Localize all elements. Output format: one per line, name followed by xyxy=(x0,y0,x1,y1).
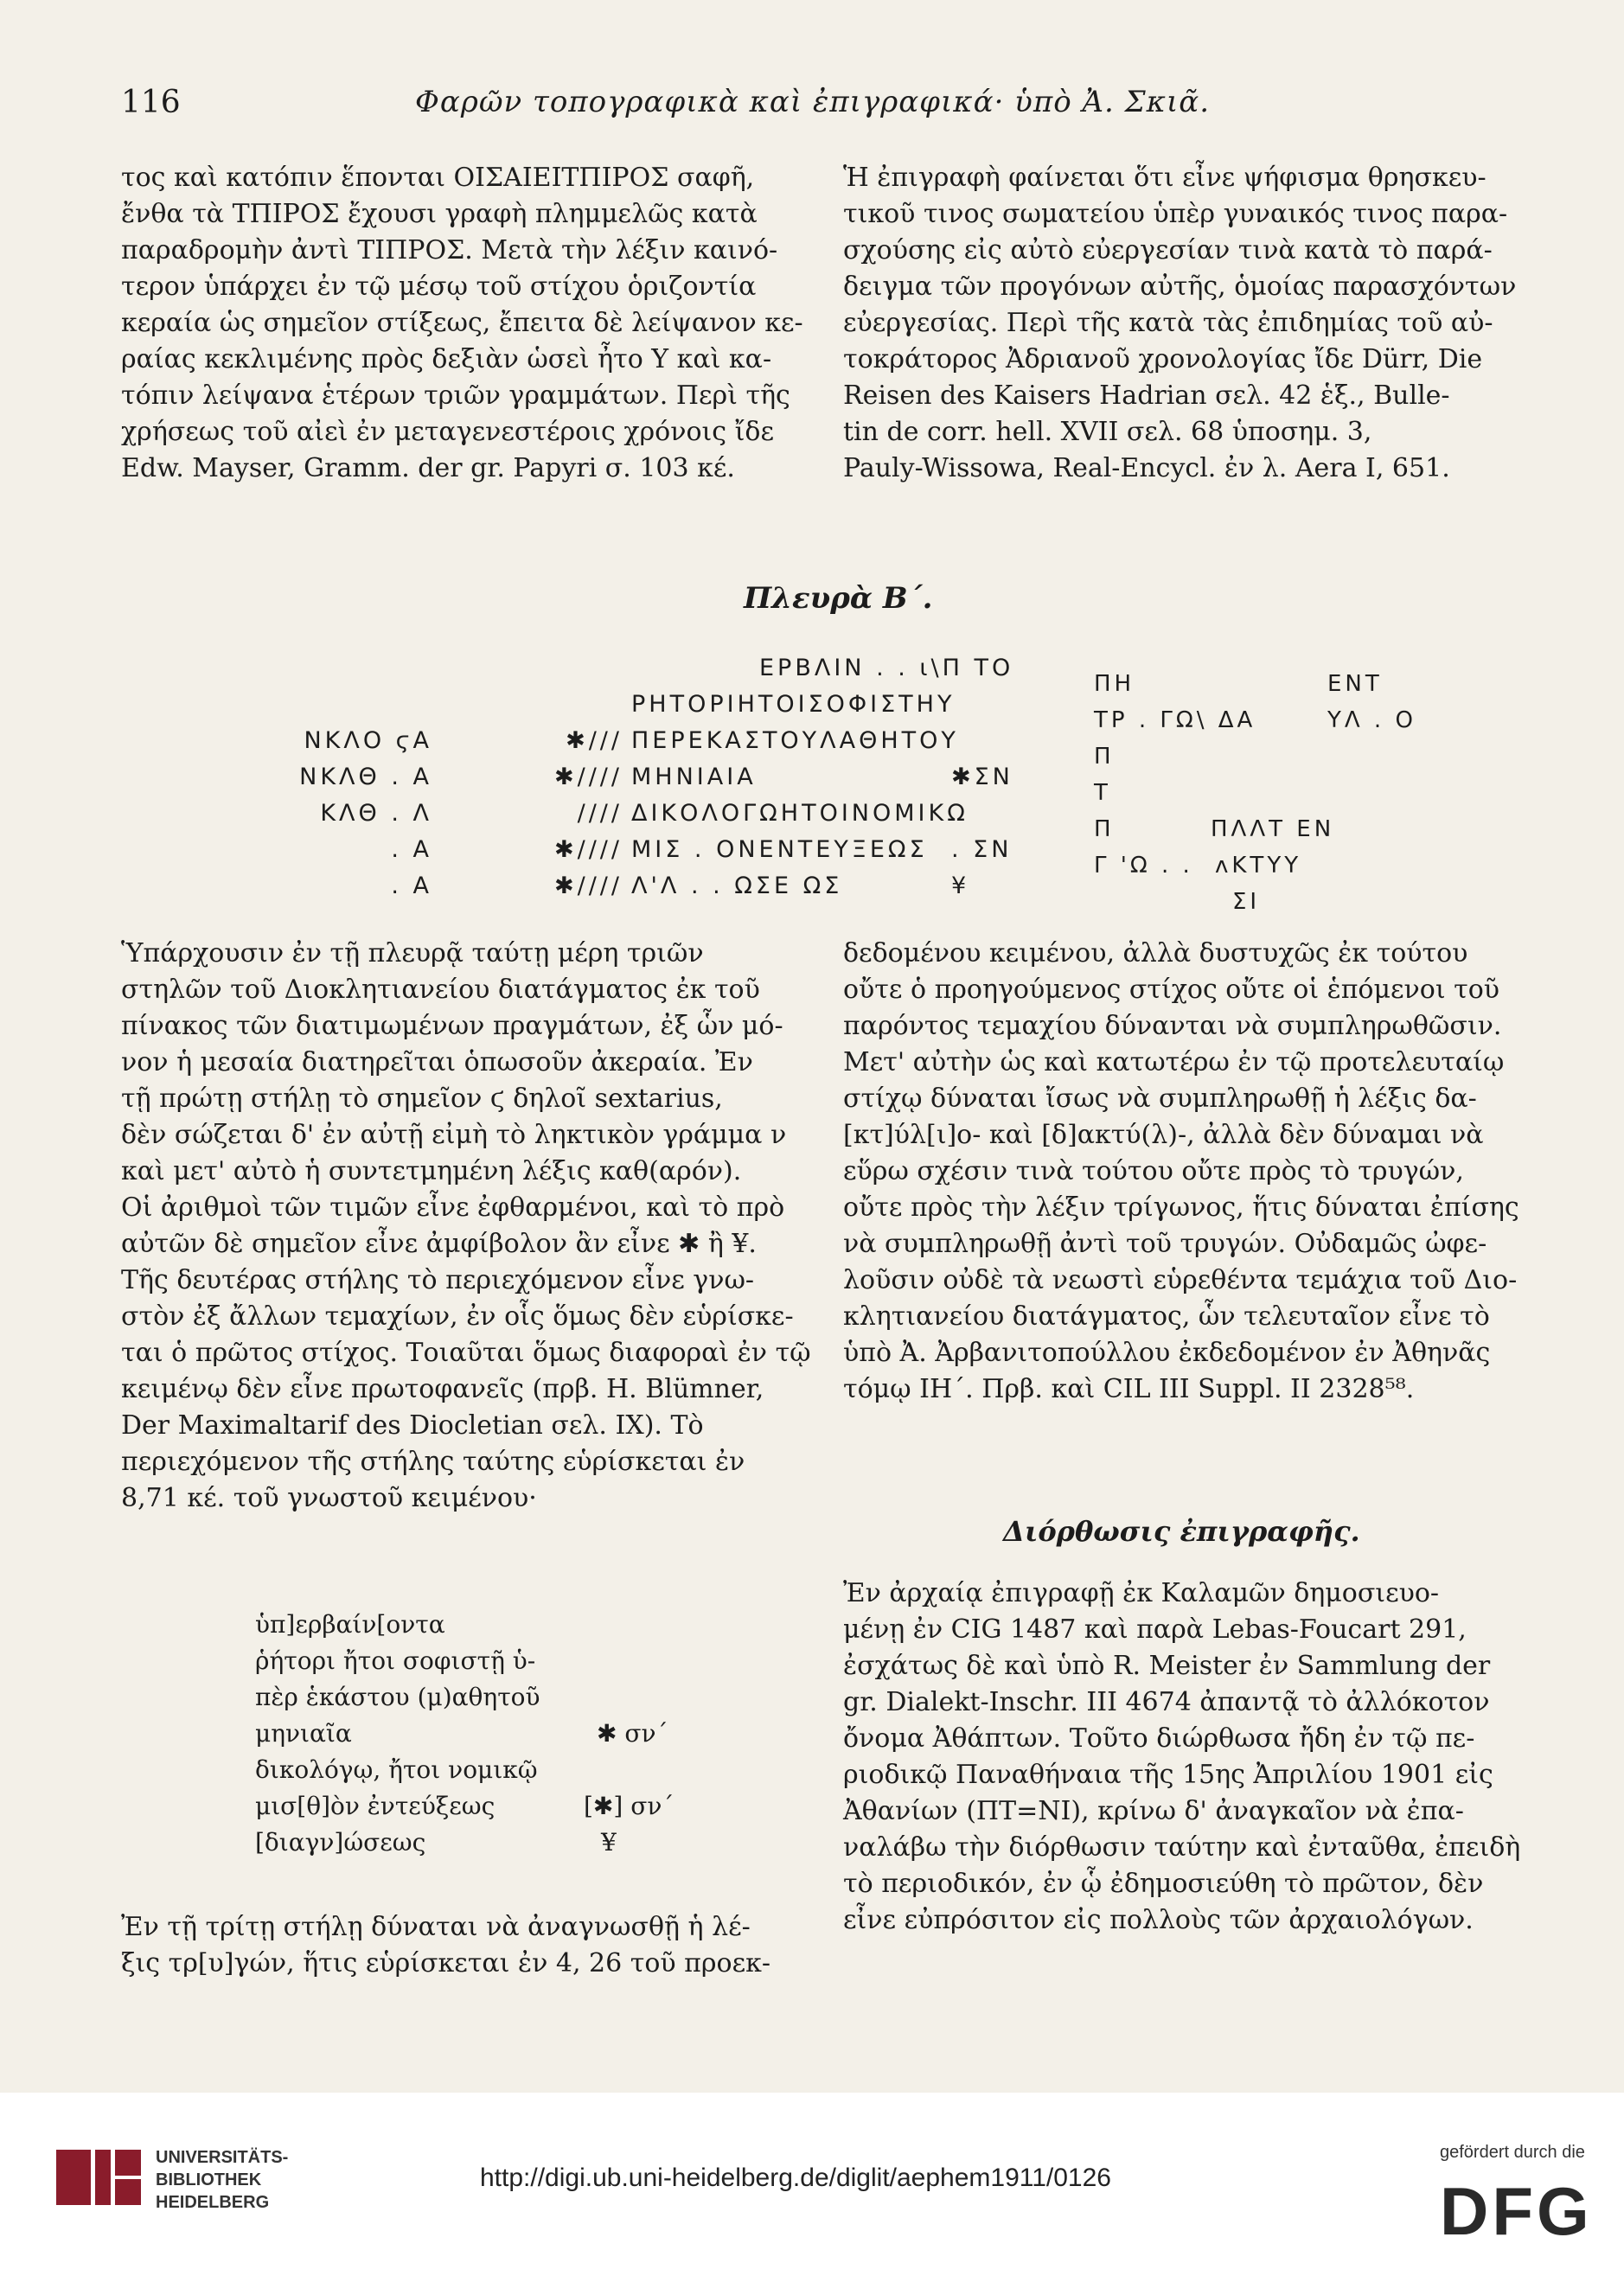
text-line: Edw. Mayser, Gramm. der gr. Papyri σ. 103 κέ. xyxy=(121,453,735,483)
transcription-row xyxy=(255,1825,791,1861)
library-name-line: BIBLIOTHEK xyxy=(156,2170,262,2189)
text-line: κειμένῳ δὲν εἶνε πρωτοφανεῖς (πρβ. H. Blümner, xyxy=(121,1374,764,1404)
transcription-row xyxy=(255,1716,791,1752)
transcription-text: μηνιαῖα xyxy=(255,1719,352,1748)
inscription-right-row xyxy=(1094,811,1457,847)
inscription-line: ΠΕΡΕΚΑΣΤΟΥΛΑΘΗΤΟΥ xyxy=(631,727,959,754)
inscription-right-row xyxy=(1094,738,1457,775)
inscription-fragment: ΠΗ xyxy=(1094,671,1135,697)
footer xyxy=(0,2093,1624,2282)
text-line: Ἐν τῇ τρίτῃ στήλῃ δύναται νὰ ἀναγνωσθῇ ἡ λέ- xyxy=(121,1912,751,1942)
inscription-right-row xyxy=(1094,884,1457,920)
text-line: Μετ' αὐτὴν ὡς καὶ κατωτέρω ἐν τῷ προτελευταίῳ xyxy=(843,1047,1505,1077)
transcription-row xyxy=(255,1679,791,1716)
transcription-text: μισ[θ]ὸν ἐντεύξεως xyxy=(255,1792,496,1820)
text-line: τικοῦ τινος σωματείου ὑπὲρ γυναικός τινος παρα- xyxy=(843,199,1508,229)
text-line: ναλάβω τὴν διόρθωσιν ταύτην καὶ ἐνταῦθα, ἐπειδὴ xyxy=(843,1832,1521,1863)
text-line: ὑπὸ Ἀ. Ἀρβανιτοπούλλου ἐκδεδομένον ἐν Ἀθηνᾶς xyxy=(843,1338,1491,1368)
text-line: ραίας κεκλιμένης πρὸς δεξιὰν ὡσεὶ ἦτο Υ καὶ κα- xyxy=(121,344,772,374)
text-line: στίχῳ δύναται ἴσως νὰ συμπληρωθῇ ἡ λέξις δα- xyxy=(843,1083,1477,1114)
inscription-line: Λ'Λ . . ΩΣΕ ΩΣ xyxy=(631,873,843,899)
text-line: μένῃ ἐν CIG 1487 καὶ παρὰ Lebas-Foucart 291, xyxy=(843,1614,1467,1645)
text-line: σχούσης εἰς αὐτὸ εὐεργεσίαν τινὰ κατὰ τὸ παρά- xyxy=(843,235,1493,265)
inscription-line: ΕΡΒΛΙΝ . . ι\Π ΤΟ xyxy=(759,655,1014,681)
inscription-fragment: ᴧΚΤΥΥ xyxy=(1215,853,1302,879)
inscription-right-row xyxy=(1094,775,1457,811)
transcription-mark: [✱] σν΄ xyxy=(584,1792,675,1820)
text-line: ἐσχάτως δὲ καὶ ὑπὸ R. Meister ἐν Sammlung der xyxy=(843,1651,1491,1681)
text-line: ριοδικῷ Παναθήναια τῆς 15ης Ἀπριλίου 1901 εἰς xyxy=(843,1760,1493,1790)
text-line: ὄνομα Ἀθάπτων. Τοῦτο διώρθωσα ἤδη ἐν τῷ πε- xyxy=(843,1723,1475,1754)
text-line: Οἱ ἀριθμοὶ τῶν τιμῶν εἶνε ἐφθαρμένοι, καὶ τὸ πρὸ xyxy=(121,1192,785,1223)
text-line: [κτ]ύλ[ι]ο- καὶ [δ]ακτύ(λ)-, ἀλλὰ δὲν δύναμαι νὰ xyxy=(843,1120,1484,1150)
inscription-line: . Α xyxy=(391,836,432,863)
text-line: αὐτῶν δὲ σημεῖον εἶνε ἀμφίβολον ἂν εἶνε ✱ ἢ ¥. xyxy=(121,1229,757,1259)
top-left-column xyxy=(121,160,803,487)
text-line: τος καὶ κατόπιν ἕπονται ΟΙΣΑΙΕΙΤΠΙΡΟΣ σαφῆ, xyxy=(121,163,755,193)
transcription-text: ῥήτορι ἤτοι σοφιστῇ ὑ- xyxy=(255,1646,536,1675)
text-line: Ἀθανίων (ΠΤ=ΝΙ), κρίνω δ' ἀναγκαῖον νὰ ἐπα- xyxy=(843,1796,1464,1826)
text-line: νον ἡ μεσαία διατηρεῖται ὁπωσοῦν ἀκεραία. Ἐν xyxy=(121,1047,753,1077)
inscription-line: ΜΙΣ . ΟΝΕΝΤΕΥΞΕΩΣ xyxy=(631,836,928,863)
text-line: οὔτε ὁ προηγούμενος στίχος οὔτε οἱ ἑπόμενοι τοῦ xyxy=(843,975,1500,1005)
text-line: τοκράτορος Ἀδριανοῦ χρονολογίας ἴδε Dürr, Die xyxy=(843,344,1483,374)
bottom-left-column xyxy=(121,1909,787,1982)
text-line: Der Maximaltarif des Diocletian σελ. IX). Τὸ xyxy=(121,1410,704,1441)
correction-heading: Διόρθωσις ἐπιγραφῆς. xyxy=(1003,1515,1360,1548)
inscription-fragment: ΥΛ . Ο xyxy=(1327,707,1416,733)
text-line: τερον ὑπάρχει ἐν τῷ μέσῳ τοῦ στίχου ὁριζοντία xyxy=(121,272,757,302)
inscription-left-marks xyxy=(553,723,623,904)
inscription-right-row xyxy=(1094,702,1457,738)
inscription-mark: ✱//// xyxy=(553,836,623,863)
inscription-mark: ✱/// xyxy=(566,727,623,754)
inscription-right-column xyxy=(1094,666,1457,920)
text-line: λοῦσιν οὐδὲ τὰ νεωστὶ εὑρεθέντα τεμάχια τοῦ Διο- xyxy=(843,1265,1518,1295)
inscription-fragment: Γ 'Ω . . xyxy=(1094,853,1193,879)
inscription-line: ΔΙΚΟΛΟΓΩΗΤΟΙΝΟΜΙΚΩ xyxy=(631,800,969,827)
transcription-mark: ✱ σν΄ xyxy=(597,1719,668,1748)
inscription-mark: //// xyxy=(577,800,623,827)
text-line: tin de corr. hell. XVII σελ. 68 ὑποσημ. 3, xyxy=(843,417,1372,447)
text-line: τὸ περιοδικόν, ἐν ᾧ ἐδημοσιεύθη τὸ πρῶτον, δὲν xyxy=(843,1869,1484,1899)
text-line: τόπιν λείψανα ἑτέρων τριῶν γραμμάτων. Περὶ τῆς xyxy=(121,380,790,411)
text-line: Pauly-Wissowa, Real-Encycl. ἐν λ. Aera I, 651. xyxy=(843,453,1450,483)
transcription-text: πὲρ ἑκάστου (μ)αθητοῦ xyxy=(255,1683,540,1711)
library-name-line: HEIDELBERG xyxy=(156,2193,270,2212)
mid-right-column xyxy=(843,936,1519,1408)
text-line: στηλῶν τοῦ Διοκλητιανείου διατάγματος ἐκ τοῦ xyxy=(121,975,760,1005)
inscription-fragment: ΤΡ . ΓΩ\ ΔΑ xyxy=(1094,707,1256,733)
text-line: οὔτε πρὸς τὴν λέξιν τρίγωνος, ἥτις δύναται ἐπίσης xyxy=(843,1192,1519,1223)
transcription-row xyxy=(255,1788,791,1825)
text-line: εἶνε εὐπρόσιτον εἰς πολλοὺς τῶν ἀρχαιολόγων. xyxy=(843,1905,1474,1935)
inscription-line: . Α xyxy=(391,873,432,899)
inscription-fragment: Π xyxy=(1094,744,1115,770)
inscription-mark xyxy=(951,650,1013,687)
text-line: Τῆς δευτέρας στήλης τὸ περιεχόμενον εἶνε γνω- xyxy=(121,1265,755,1295)
text-line: κλητιανείου διατάγματος, ὧν τελευταῖον εἶνε τὸ xyxy=(843,1301,1490,1332)
inscription-line: ΚΛΘ . Λ xyxy=(320,800,432,827)
inscription-mark xyxy=(951,723,1013,759)
text-line: τόμῳ ΙΗ΄. Πρβ. καὶ CIL III Suppl. II 2328⁵⁸. xyxy=(843,1374,1415,1404)
inscription-mark: ✱//// xyxy=(553,764,623,790)
transcription-row xyxy=(255,1607,791,1643)
mid-left-column xyxy=(121,936,811,1517)
text-line: τῇ πρώτῃ στήλῃ τὸ σημεῖον ϛ δηλοῖ sextarius, xyxy=(121,1083,723,1114)
transcription-mark: ¥ xyxy=(601,1828,617,1857)
university-library-logo-icon xyxy=(52,2143,147,2212)
text-line: χρήσεως τοῦ αἰεὶ ἐν μεταγενεστέροις χρόνοις ἴδε xyxy=(121,417,774,447)
library-name xyxy=(156,2146,288,2214)
inscription-mark: . ΣΝ xyxy=(951,836,1013,863)
text-line: 8,71 κέ. τοῦ γνωστοῦ κειμένου· xyxy=(121,1483,537,1513)
section-b-title: Πλευρὰ Β΄. xyxy=(744,581,933,616)
text-line: δὲν σώζεται δ' ἐν αὐτῇ εἰμὴ τὸ ληκτικὸν γράμμα ν xyxy=(121,1120,787,1150)
inscription-mark: ✱ΣΝ xyxy=(951,764,1013,790)
inscription-fragment: ΠΛΛΤ ΕΝ xyxy=(1211,816,1335,842)
dfg-logo: DFG xyxy=(1440,2173,1593,2249)
text-line: εὕρω σχέσιν τινὰ τούτου οὔτε πρὸς τὸ τρυγών, xyxy=(843,1156,1464,1186)
transcription-text: [διαγν]ώσεως xyxy=(255,1828,426,1857)
text-line: στὸν ἐξ ἄλλων τεμαχίων, ἐν οἷς ὅμως δὲν εὑρίσκε- xyxy=(121,1301,794,1332)
text-line: δειγμα τῶν προγόνων αὐτῆς, ὁμοίας παρασχόντων xyxy=(843,272,1517,302)
text-line: καὶ μετ' αὐτὸ ἡ συντετμημένη λέξις καθ(αρόν). xyxy=(121,1156,742,1186)
text-line: Ἡ ἐπιγραφὴ φαίνεται ὅτι εἶνε ψήφισμα θρησκευ- xyxy=(843,163,1487,193)
inscription-left-column xyxy=(242,723,432,904)
transcription-row xyxy=(255,1643,791,1679)
text-line: Ὑπάρχουσιν ἐν τῇ πλευρᾷ ταύτῃ μέρη τριῶν xyxy=(121,938,704,968)
text-line: gr. Dialekt-Inschr. III 4674 ἀπαντᾷ τὸ ἀλλόκοτον xyxy=(843,1687,1490,1717)
inscription-fragment: ΣΙ xyxy=(1232,889,1261,915)
page-number: 116 xyxy=(121,85,181,120)
text-line: δεδομένου κειμένου, ἀλλὰ δυστυχῶς ἐκ τούτου xyxy=(843,938,1468,968)
inscription-line: ΜΗΝΙΑΙΑ xyxy=(631,764,757,790)
text-line: νὰ συμπληρωθῇ ἀντὶ τοῦ τρυγών. Οὐδαμῶς ὠφε- xyxy=(843,1229,1487,1259)
inscription-mark xyxy=(951,796,1013,832)
source-url-link[interactable]: http://digi.ub.uni-heidelberg.de/diglit/aephem1911/0126 xyxy=(480,2164,1111,2192)
text-line: περιεχόμενον τῆς στήλης ταύτης εὑρίσκεται ἐν xyxy=(121,1447,745,1477)
text-line: παραδρομὴν ἀντὶ ΤΙΠΡΟΣ. Μετὰ τὴν λέξιν καινό- xyxy=(121,235,778,265)
text-line: ται ὁ πρῶτος στίχος. Τοιαῦται ὅμως διαφοραὶ ἐν τῷ xyxy=(121,1338,811,1368)
top-right-column xyxy=(843,160,1517,487)
inscription-line: ΝΚΛΟ ϛΑ xyxy=(304,727,432,754)
text-line: πίνακος τῶν διατιμωμένων πραγμάτων, ἐξ ὧν μό- xyxy=(121,1011,783,1041)
text-line: κεραία ὡς σημεῖον στίξεως, ἔπειτα δὲ λείψανον κε- xyxy=(121,308,803,338)
inscription-mark: ¥ xyxy=(951,873,970,899)
library-name-line: UNIVERSITÄTS- xyxy=(156,2148,289,2167)
inscription-end-marks xyxy=(951,650,1013,904)
transcription-row xyxy=(255,1752,791,1788)
funded-by-label: gefördert durch die xyxy=(1440,2143,1585,2162)
text-line: παρόντος τεμαχίου δύνανται νὰ συμπληρωθῶσιν. xyxy=(843,1011,1502,1041)
transcription-text: ὑπ]ερβαίν[οντα xyxy=(255,1610,445,1639)
transcription xyxy=(255,1607,791,1861)
inscription-right-row xyxy=(1094,666,1457,702)
text-line: ἔνθα τὰ ΤΠΙΡΟΣ ἔχουσι γραφὴ πλημμελῶς κατὰ xyxy=(121,199,758,229)
inscription-mark xyxy=(951,687,1013,723)
inscription-mark: ✱//// xyxy=(553,873,623,899)
inscription-right-row xyxy=(1094,847,1457,884)
inscription-fragment: Π xyxy=(1094,816,1115,842)
running-title: Φαρῶν τοπογραφικὰ καὶ ἐπιγραφικά· ὑπὸ Ἀ. Σκιᾶ. xyxy=(415,85,1211,119)
text-line: Ἐν ἀρχαίᾳ ἐπιγραφῇ ἐκ Καλαμῶν δημοσιευο- xyxy=(843,1578,1440,1608)
inscription-fragment: ΕΝΤ xyxy=(1327,671,1383,697)
bottom-right-column xyxy=(843,1576,1521,1939)
text-line: ξις τρ[υ]γών, ἥτις εὑρίσκεται ἐν 4, 26 τοῦ προεκ- xyxy=(121,1948,770,1978)
text-line: εὐεργεσίας. Περὶ τῆς κατὰ τὰς ἐπιδημίας τοῦ αὐ- xyxy=(843,308,1493,338)
inscription-line: ΡΗΤΟΡΙΗΤΟΙΣΟΦΙΣΤΗΥ xyxy=(631,691,956,718)
inscription-fragment: Τ xyxy=(1094,780,1111,806)
text-line: Reisen des Kaisers Hadrian σελ. 42 ἑξ., Bulle- xyxy=(843,380,1450,411)
inscription-line: ΝΚΛΘ . Α xyxy=(299,764,432,790)
transcription-text: δικολόγῳ, ἤτοι νομικῷ xyxy=(255,1755,538,1784)
